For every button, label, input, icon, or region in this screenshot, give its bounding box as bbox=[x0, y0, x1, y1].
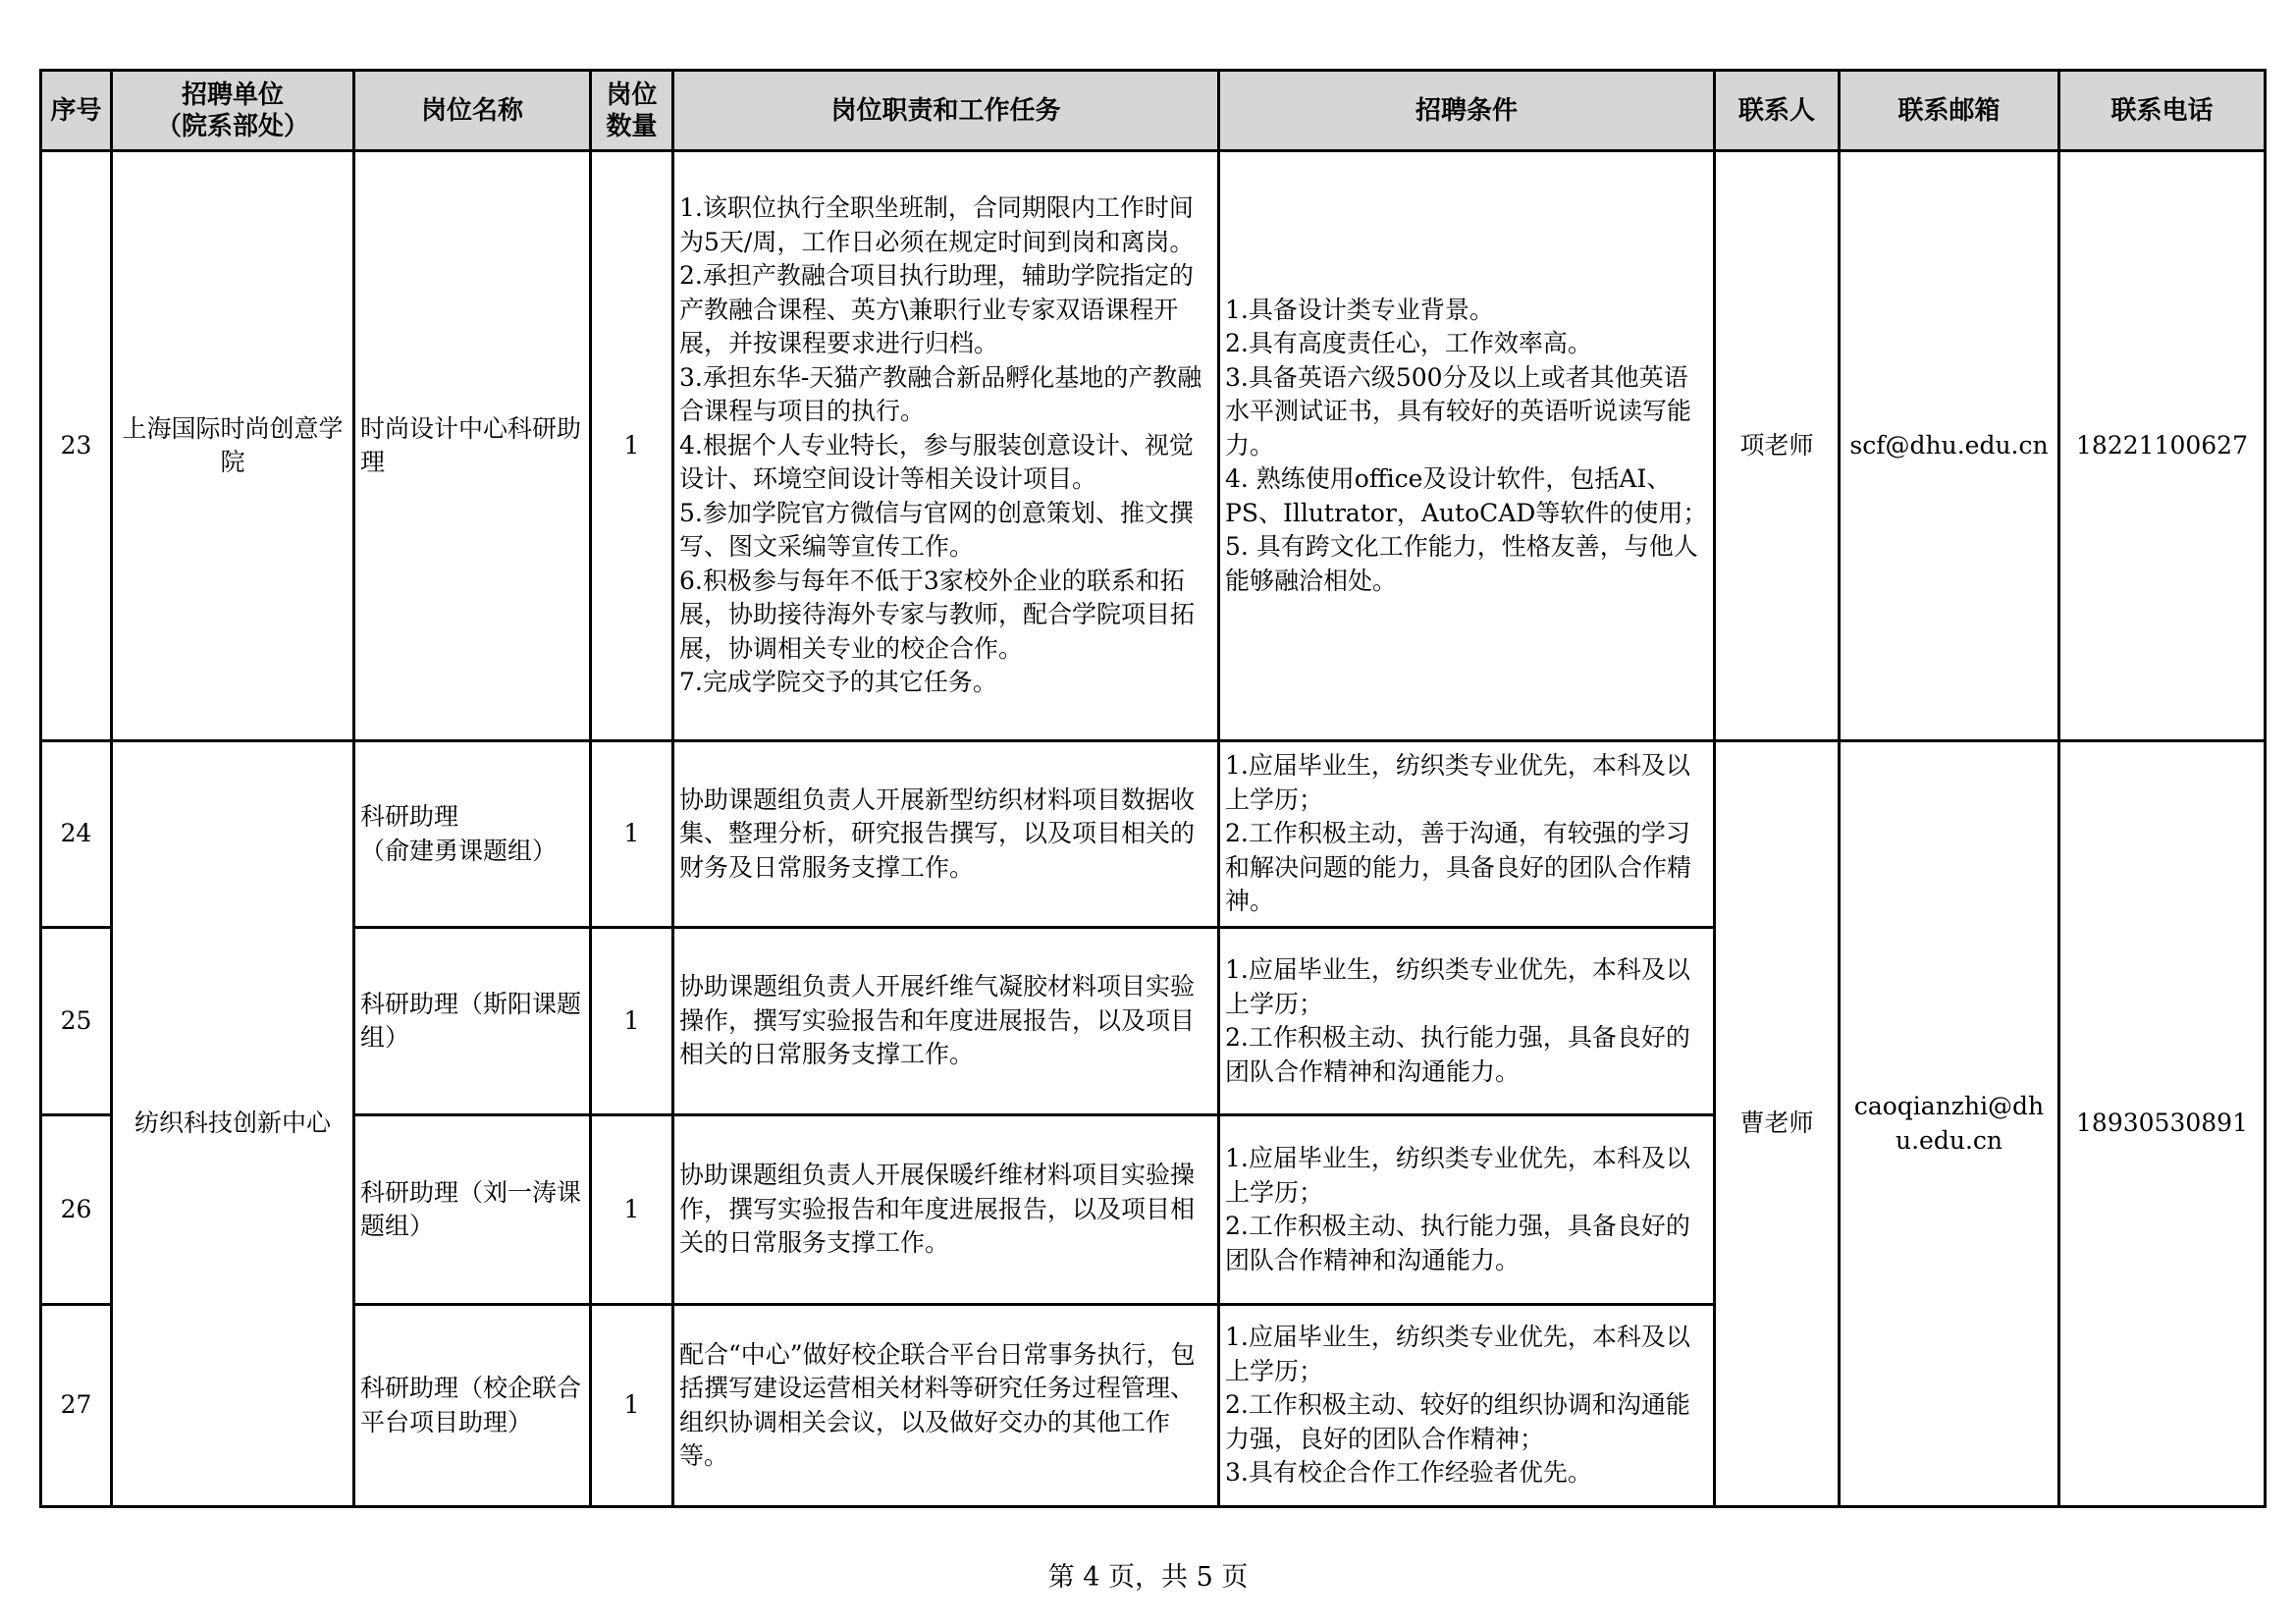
count-cell: 1 bbox=[591, 1115, 673, 1305]
position-cell: 科研助理 （俞建勇课题组） bbox=[354, 741, 591, 928]
seq-cell: 24 bbox=[41, 741, 112, 928]
requirements-cell: 1.应届毕业生，纺织类专业优先，本科及以上学历； 2.工作积极主动，善于沟通，有较强的学习和解决问题的能力，具备良好的团队合作精神。 bbox=[1219, 741, 1715, 928]
seq-cell: 23 bbox=[41, 151, 112, 741]
header-phone: 联系电话 bbox=[2059, 71, 2266, 151]
unit-cell: 纺织科技创新中心 bbox=[112, 741, 354, 1507]
seq-cell: 26 bbox=[41, 1115, 112, 1305]
page-number-label: 第 4 页，共 5 页 bbox=[1047, 1562, 1249, 1593]
requirements-cell: 1.应届毕业生，纺织类专业优先，本科及以上学历； 2.工作积极主动、执行能力强，具备良好的团队合作精神和沟通能力。 bbox=[1219, 1115, 1715, 1305]
count-cell: 1 bbox=[591, 1305, 673, 1507]
email-cell: scf@dhu.edu.cn bbox=[1840, 151, 2059, 741]
header-requirements: 招聘条件 bbox=[1219, 71, 1715, 151]
contact-cell: 曹老师 bbox=[1715, 741, 1840, 1507]
count-cell: 1 bbox=[591, 928, 673, 1115]
position-cell: 时尚设计中心科研助理 bbox=[354, 151, 591, 741]
duties-cell: 协助课题组负责人开展保暖纤维材料项目实验操作，撰写实验报告和年度进展报告，以及项目相关的日常服务支撑工作。 bbox=[673, 1115, 1219, 1305]
duties-cell: 1.该职位执行全职坐班制，合同期限内工作时间为5天/周，工作日必须在规定时间到岗和离岗。 2.承担产教融合项目执行助理，辅助学院指定的产教融合课程、英方\兼职行业专家双语课程开展，并按课程要求进行归档。 3.承担东华-天猫产教融合新品孵化基地的产教融合课程与项目的执行。 4.根据个人专业特长，参与服装创意设计、视觉设计、环境空间设计等相关设计项目。 5.参加学院官方微信与官网的创意策划、推文撰写、图文采编等宣传工作。 6.积极参与每年不低于3家校外企业的联系和拓展，协助接待海外专家与教师，配合学院项目拓展，协调相关专业的校企合作。 7.完成学院交予的其它任务。 bbox=[673, 151, 1219, 741]
header-position: 岗位名称 bbox=[354, 71, 591, 151]
header-contact: 联系人 bbox=[1715, 71, 1840, 151]
duties-cell: 协助课题组负责人开展纤维气凝胶材料项目实验操作，撰写实验报告和年度进展报告，以及项目相关的日常服务支撑工作。 bbox=[673, 928, 1219, 1115]
seq-cell: 25 bbox=[41, 928, 112, 1115]
page-footer bbox=[0, 1555, 2296, 1594]
count-cell: 1 bbox=[591, 151, 673, 741]
header-duties: 岗位职责和工作任务 bbox=[673, 71, 1219, 151]
phone-cell: 18221100627 bbox=[2059, 151, 2266, 741]
table-row bbox=[41, 741, 2266, 928]
contact-cell: 项老师 bbox=[1715, 151, 1840, 741]
header-seq: 序号 bbox=[41, 71, 112, 151]
count-cell: 1 bbox=[591, 741, 673, 928]
header-row bbox=[41, 71, 2266, 151]
email-cell: caoqianzhi@dhu.edu.cn bbox=[1840, 741, 2059, 1507]
table-body bbox=[41, 151, 2266, 1507]
duties-cell: 协助课题组负责人开展新型纺织材料项目数据收集、整理分析，研究报告撰写，以及项目相关的财务及日常服务支撑工作。 bbox=[673, 741, 1219, 928]
position-cell: 科研助理（刘一涛课题组） bbox=[354, 1115, 591, 1305]
header-email: 联系邮箱 bbox=[1840, 71, 2059, 151]
requirements-cell: 1.应届毕业生，纺织类专业优先，本科及以上学历； 2.工作积极主动、执行能力强，具备良好的团队合作精神和沟通能力。 bbox=[1219, 928, 1715, 1115]
table-header bbox=[41, 71, 2266, 151]
unit-cell: 上海国际时尚创意学院 bbox=[112, 151, 354, 741]
table-row bbox=[41, 151, 2266, 741]
phone-cell: 18930530891 bbox=[2059, 741, 2266, 1507]
seq-cell: 27 bbox=[41, 1305, 112, 1507]
duties-cell: 配合“中心”做好校企联合平台日常事务执行，包括撰写建设运营相关材料等研究任务过程管理、组织协调相关会议，以及做好交办的其他工作等。 bbox=[673, 1305, 1219, 1507]
requirements-cell: 1.应届毕业生，纺织类专业优先，本科及以上学历； 2.工作积极主动、较好的组织协调和沟通能力强，良好的团队合作精神； 3.具有校企合作工作经验者优先。 bbox=[1219, 1305, 1715, 1507]
position-cell: 科研助理（斯阳课题组） bbox=[354, 928, 591, 1115]
header-count: 岗位 数量 bbox=[591, 71, 673, 151]
position-cell: 科研助理（校企联合平台项目助理） bbox=[354, 1305, 591, 1507]
requirements-cell: 1.具备设计类专业背景。 2.具有高度责任心，工作效率高。 3.具备英语六级500分及以上或者其他英语水平测试证书，具有较好的英语听说读写能力。 4. 熟练使用office及设计软件，包括AI、PS、Illutrator，AutoCAD等软件的使用； 5. 具有跨文化工作能力，性格友善，与他人能够融洽相处。 bbox=[1219, 151, 1715, 741]
header-unit: 招聘单位 （院系部处） bbox=[112, 71, 354, 151]
recruitment-table bbox=[39, 69, 2267, 1508]
